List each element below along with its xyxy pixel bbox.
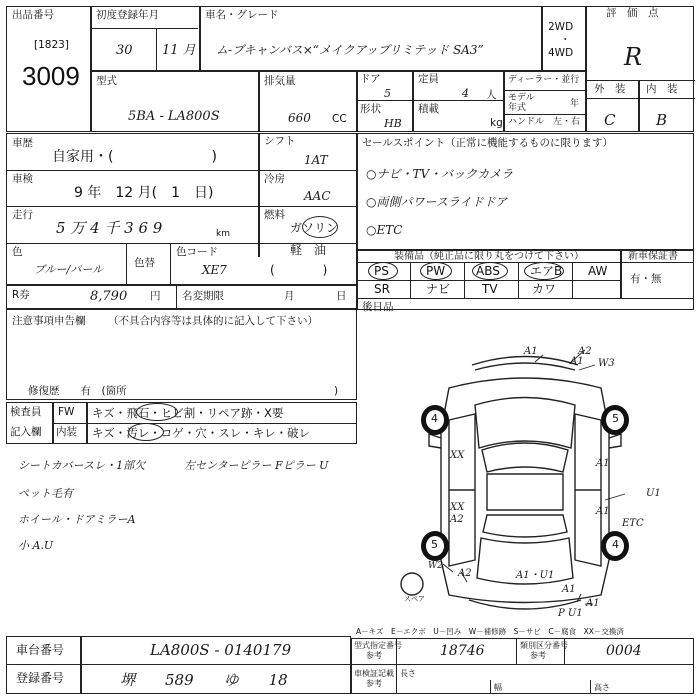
dealer-label: ディーラー・並行	[508, 75, 580, 85]
notes-label: 注意事項申告欄	[12, 315, 86, 327]
drive-4wd: 4WD	[548, 47, 574, 59]
tire-bl-number: 5	[431, 538, 438, 551]
sales-point-1: ○ナビ・TV・バックカメラ	[366, 167, 514, 181]
displacement-value: 660	[288, 111, 311, 125]
color-code-label: 色コード	[176, 246, 218, 258]
category-label: 類別区分番号	[520, 641, 568, 650]
shape-label: 形状	[360, 103, 381, 115]
name-change-label: 名変期限	[182, 290, 224, 302]
drive-2wd: 2WD	[548, 21, 574, 33]
inspector-label: 検査員	[10, 406, 42, 418]
dmg-a1-w: A1	[586, 598, 600, 609]
price-label: R券	[12, 289, 30, 301]
capacity-label: 定員	[418, 73, 439, 85]
model-value: 5BA - LA800S	[128, 109, 220, 124]
drive-dot: ・	[560, 34, 571, 46]
color-change-label: 色替	[134, 257, 155, 269]
remark-4: 小 A.U	[18, 539, 54, 552]
equip-aw: AW	[588, 264, 608, 278]
handle-label: ハンドル 左・右	[508, 117, 581, 127]
entry-label: 記入欄	[10, 426, 42, 438]
dmg-a1-top-right: A1	[570, 356, 584, 367]
sales-point-3: ○ETC	[366, 223, 403, 237]
dmg-w2: W2	[428, 561, 443, 571]
equip-pw-circle	[420, 262, 452, 280]
dmg-a1u1: A1・U1	[516, 570, 555, 581]
equip-navi: ナビ	[426, 282, 451, 296]
equip-abs: ABS	[476, 264, 500, 278]
remark-right: 左センターピラー Fピラー U	[184, 459, 329, 472]
fuel-label: 燃料	[264, 209, 285, 221]
name-change-month: 月	[284, 290, 295, 302]
equip-airbag: エアB	[530, 264, 563, 278]
inspection-label: 車検	[12, 173, 33, 185]
remark-1: シートカバースレ・1部欠	[18, 459, 146, 472]
notes-hint: （不具合内容等は具体的に記入して下さい）	[108, 315, 318, 327]
remark-2: ペット毛有	[18, 487, 73, 500]
dmg-etc: ETC	[622, 518, 644, 529]
dmg-xx-left2: XX	[450, 502, 465, 513]
fw-stone-circle	[136, 403, 178, 421]
shape-value: HB	[384, 117, 402, 130]
shift-label: シフト	[264, 135, 296, 147]
dmg-a1-bottom: A1	[562, 584, 576, 595]
tire-tr-number: 5	[612, 412, 619, 425]
sales-label: セールスポイント（正常に機能するものに限ります）	[362, 137, 614, 149]
tire-tl-number: 4	[431, 412, 438, 425]
length-label: 長さ	[400, 669, 416, 678]
eval-score: R	[624, 43, 643, 71]
tire-br-number: 4	[612, 538, 619, 551]
dmg-a1-right2: A1	[596, 506, 610, 517]
history-value: 自家用・( )	[52, 149, 217, 165]
model-cert-value: 18746	[440, 643, 485, 659]
mileage-value: 5 万 4 千 3 6 9	[56, 219, 163, 237]
repair-close: )	[334, 385, 339, 397]
fuel-diesel: 軽 油	[290, 243, 327, 257]
new-warranty-label: 新車保証書	[628, 251, 678, 262]
equip-label: 装備品（純正品に限り丸をつけて下さい）	[394, 251, 584, 262]
dmg-pu1: P U1	[558, 608, 583, 619]
category-value: 0004	[606, 643, 642, 659]
load-label: 積載	[418, 103, 439, 115]
fuel-gasoline-circle	[302, 216, 338, 238]
equip-tv: TV	[482, 282, 498, 296]
equip-abs-circle	[472, 262, 508, 280]
lot-number: 3009	[22, 61, 80, 91]
legend: A－キズ E－エクボ U－凹み W－補修跡 S－サビ C－腐食 XX－交換済	[356, 627, 624, 636]
equip-ps-circle	[368, 262, 398, 280]
first-reg-year: 30	[116, 43, 133, 58]
capacity-unit: 人	[486, 89, 497, 101]
model-cert-label: 型式指定番号	[354, 641, 402, 650]
fuel-gasoline: ガソリン	[290, 221, 339, 235]
sales-box	[357, 133, 694, 250]
exterior-label: 外 装	[594, 83, 626, 95]
model-year-unit: 年	[570, 99, 580, 109]
exterior-grade: C	[604, 111, 616, 129]
header-box	[6, 6, 694, 132]
dmg-a2-low: A2	[458, 568, 472, 579]
dmg-w3: W3	[598, 358, 615, 369]
dmg-a1-right1: A1	[596, 458, 610, 469]
lot-sub: [1823]	[34, 39, 69, 51]
chassis-value: LA800S - 0140179	[150, 641, 292, 659]
interior-label: 内 装	[646, 83, 678, 95]
equip-sr: SR	[374, 282, 390, 296]
color-code-value: XE7	[202, 263, 227, 277]
price-unit: 円	[150, 290, 161, 302]
chassis-label: 車台番号	[16, 643, 65, 657]
model-year-label: モデル年式	[508, 93, 535, 113]
interior-items: キズ・汚レ・コゲ・穴・スレ・キレ・破レ	[92, 426, 311, 440]
interior-stain-circle	[128, 423, 164, 441]
equip-ps: PS	[374, 264, 389, 278]
fw-items: キズ・飛石・ヒビ割・リペア跡・X要	[92, 406, 284, 420]
load-unit: kg	[490, 117, 503, 129]
door-label: ドア	[360, 73, 381, 85]
sales-point-2: ○両側パワースライドドア	[366, 195, 508, 209]
displacement-unit: CC	[332, 113, 347, 125]
repair-label: 修復歴 有 (箇所	[28, 385, 127, 397]
door-value: 5	[384, 87, 391, 100]
lot-label: 出品番号	[12, 9, 54, 21]
interior-grade: B	[656, 111, 668, 129]
shift-value: 1AT	[304, 153, 328, 167]
mileage-unit: km	[216, 229, 230, 239]
displacement-label: 排気量	[264, 75, 296, 87]
dmg-a2-top: A2	[578, 346, 592, 357]
first-reg-month: 11 月	[162, 43, 196, 58]
category-label2: 参考	[530, 651, 546, 660]
dim-label2: 参考	[366, 679, 382, 688]
dim-label: 車検証記載	[354, 669, 394, 678]
interior-row-label: 内装	[56, 426, 77, 438]
name-value: ム-ブキャンバス×“メイクアップリミテッド SA3”	[216, 43, 484, 57]
fuel-other: ( )	[270, 263, 328, 277]
model-cert-label2: 参考	[366, 651, 382, 660]
fw-label: FW	[58, 406, 75, 418]
dmg-xx-left1: XX	[450, 450, 465, 461]
ac-value: AAC	[304, 189, 331, 203]
equip-airbag-circle	[524, 262, 564, 280]
eval-label: 評 価 点	[606, 7, 659, 19]
price-value: 8,790	[90, 289, 128, 304]
model-label: 型式	[96, 75, 117, 87]
new-warranty-value: 有・無	[630, 273, 662, 285]
color-label: 色	[12, 246, 23, 258]
reg-value: 堺 589 ゆ 18	[120, 671, 288, 689]
first-reg-label: 初度登録年月	[96, 9, 159, 21]
history-label: 車歴	[12, 137, 33, 149]
inspection-value: 9 年 12 月( 1 日)	[74, 185, 214, 201]
dmg-u1: U1	[646, 488, 661, 499]
mileage-label: 走行	[12, 209, 33, 221]
color-value: ブルー/パール	[34, 263, 104, 276]
ac-label: 冷房	[264, 173, 285, 185]
reg-label: 登録番号	[16, 671, 65, 685]
height-label: 高さ	[594, 683, 610, 692]
width-label: 幅	[494, 683, 502, 692]
name-change-day: 日	[336, 290, 347, 302]
name-label: 車名・グレード	[205, 9, 279, 21]
spare-label: スペア	[404, 595, 425, 603]
remark-3: ホイール・ドアミラーA	[18, 513, 136, 526]
dmg-a1-top-left: A1	[524, 346, 538, 357]
dmg-a2-left: A2	[450, 514, 464, 525]
capacity-value: 4	[462, 87, 469, 100]
equip-pw: PW	[426, 264, 446, 278]
after-label: 後日品	[362, 301, 394, 313]
equip-leather: カワ	[532, 282, 557, 296]
